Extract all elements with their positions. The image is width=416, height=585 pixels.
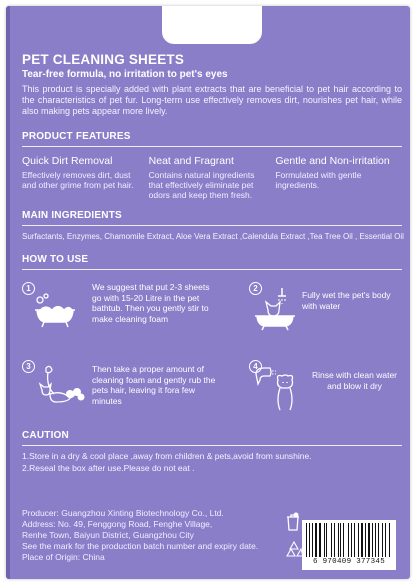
barcode-bar xyxy=(335,523,336,557)
product-intro: This product is specially added with plant extracts that are beneficial to pet hair according to the characteristics of pet fur. Long-term use effectively removes dirt, nourishes pet hair, while also making pets appear more lively. xyxy=(22,84,402,116)
caution-line: 1.Store in a dry & cool place ,away from children & pets,avoid from sunshine. xyxy=(22,451,312,461)
barcode-bar xyxy=(349,523,350,557)
barcode-bar xyxy=(373,523,374,557)
feature-item xyxy=(22,155,149,200)
caution-line: 2.Reseal the box after use.Please do not eat . xyxy=(22,463,195,473)
barcode-bar xyxy=(363,523,364,557)
step-text: Rinse with clean water and blow it dry xyxy=(311,370,398,391)
producer-line: Producer: Guangzhou Xinting Biotechnology Co., Ltd. xyxy=(22,508,224,518)
barcode-bar xyxy=(310,523,311,557)
features-divider xyxy=(22,146,402,147)
barcode-bar xyxy=(376,523,377,557)
caution-list xyxy=(22,450,402,474)
recycle-icon xyxy=(284,540,304,560)
howto-heading: HOW TO USE xyxy=(22,254,89,265)
feature-title: Neat and Fragrant xyxy=(148,155,234,167)
bathtub-icon xyxy=(32,288,78,334)
barcode-bars xyxy=(306,523,392,557)
ingredients-divider xyxy=(22,225,402,226)
features-heading: PRODUCT FEATURES xyxy=(22,131,131,142)
step-number: 3 xyxy=(22,360,35,373)
barcode-bar xyxy=(321,523,322,557)
features-list xyxy=(22,155,402,200)
feature-title: Quick Dirt Removal xyxy=(22,155,113,167)
howto-steps xyxy=(22,276,402,422)
barcode-bar xyxy=(356,523,357,557)
barcode-number: 6 970409 377345 xyxy=(312,558,385,566)
barcode-bar xyxy=(380,523,382,557)
step-number: 1 xyxy=(22,282,35,295)
barcode-bar xyxy=(384,523,385,557)
barcode-bar xyxy=(325,523,326,557)
barcode-bar xyxy=(307,523,308,557)
product-subtitle: Tear-free formula, no irritation to pet's eyes xyxy=(22,69,228,80)
producer-line: Renhe Town, Baiyun District, Guangzhou City xyxy=(22,530,194,540)
barcode-bar xyxy=(314,523,315,557)
ingredients-heading: MAIN INGREDIENTS xyxy=(22,210,122,221)
feature-text: Formulated with gentle ingredients. xyxy=(275,170,362,190)
barcode-bar xyxy=(353,523,354,557)
feature-item xyxy=(275,155,402,200)
dog-hairdryer-icon xyxy=(254,366,300,412)
step-text: Fully wet the pet's body with water xyxy=(302,290,391,311)
barcode-bar xyxy=(345,523,347,557)
barcode-bar xyxy=(359,523,360,557)
barcode xyxy=(302,520,396,570)
panel-content xyxy=(22,52,402,563)
feature-item xyxy=(149,155,276,200)
ingredients-text: Surfactants, Enzymes, Chamomile Extract, Aloe Vera Extract ,Calendula Extract ,Tea Tree Oil , Essential Oil xyxy=(22,232,404,241)
cat-in-tub-icon xyxy=(252,286,298,332)
barcode-bar xyxy=(328,523,330,557)
feature-text: Contains natural ingredients that effectively eliminate pet odors and keep them fresh. xyxy=(148,170,255,200)
box-side-edge xyxy=(6,6,10,579)
foam-bubbles-icon xyxy=(64,386,86,402)
barcode-bar xyxy=(366,523,367,557)
barcode-bar xyxy=(387,523,388,557)
product-title: PET CLEANING SHEETS xyxy=(22,52,185,67)
barcode-bar xyxy=(339,523,340,557)
feature-title: Gentle and Non-irritation xyxy=(275,155,390,167)
producer-line: Place of Origin: China xyxy=(22,552,105,562)
producer-line: Address: No. 49, Fenggong Road, Fenghe Village, xyxy=(22,519,213,529)
producer-line: See the mark for the production batch number and expiry date. xyxy=(22,541,259,551)
barcode-bar xyxy=(361,523,363,557)
barcode-bar xyxy=(315,523,317,557)
package-back-panel xyxy=(6,6,410,579)
howto-divider xyxy=(22,269,402,270)
trash-bin-icon xyxy=(284,512,302,532)
barcode-bar xyxy=(370,523,371,557)
barcode-bar xyxy=(390,523,391,557)
barcode-bar xyxy=(332,523,333,557)
step-number: 4 xyxy=(249,360,262,373)
step-number: 2 xyxy=(249,282,262,295)
step-text: Then take a proper amount of cleaning foam and gently rub the pets hair, leaving it fora few minutes xyxy=(92,364,216,406)
step-text: We suggest that put 2-3 sheets go with 15-20 Litre in the pet bathtub. Then you gently stir to make cleaning foam xyxy=(92,282,210,324)
caution-divider xyxy=(22,445,402,446)
barcode-bar xyxy=(318,523,319,557)
caution-heading: CAUTION xyxy=(22,430,69,441)
box-tab-notch xyxy=(162,6,262,44)
feature-text: Effectively removes dirt, dust and other grime from pet hair. xyxy=(22,170,134,190)
barcode-bar xyxy=(342,523,343,557)
